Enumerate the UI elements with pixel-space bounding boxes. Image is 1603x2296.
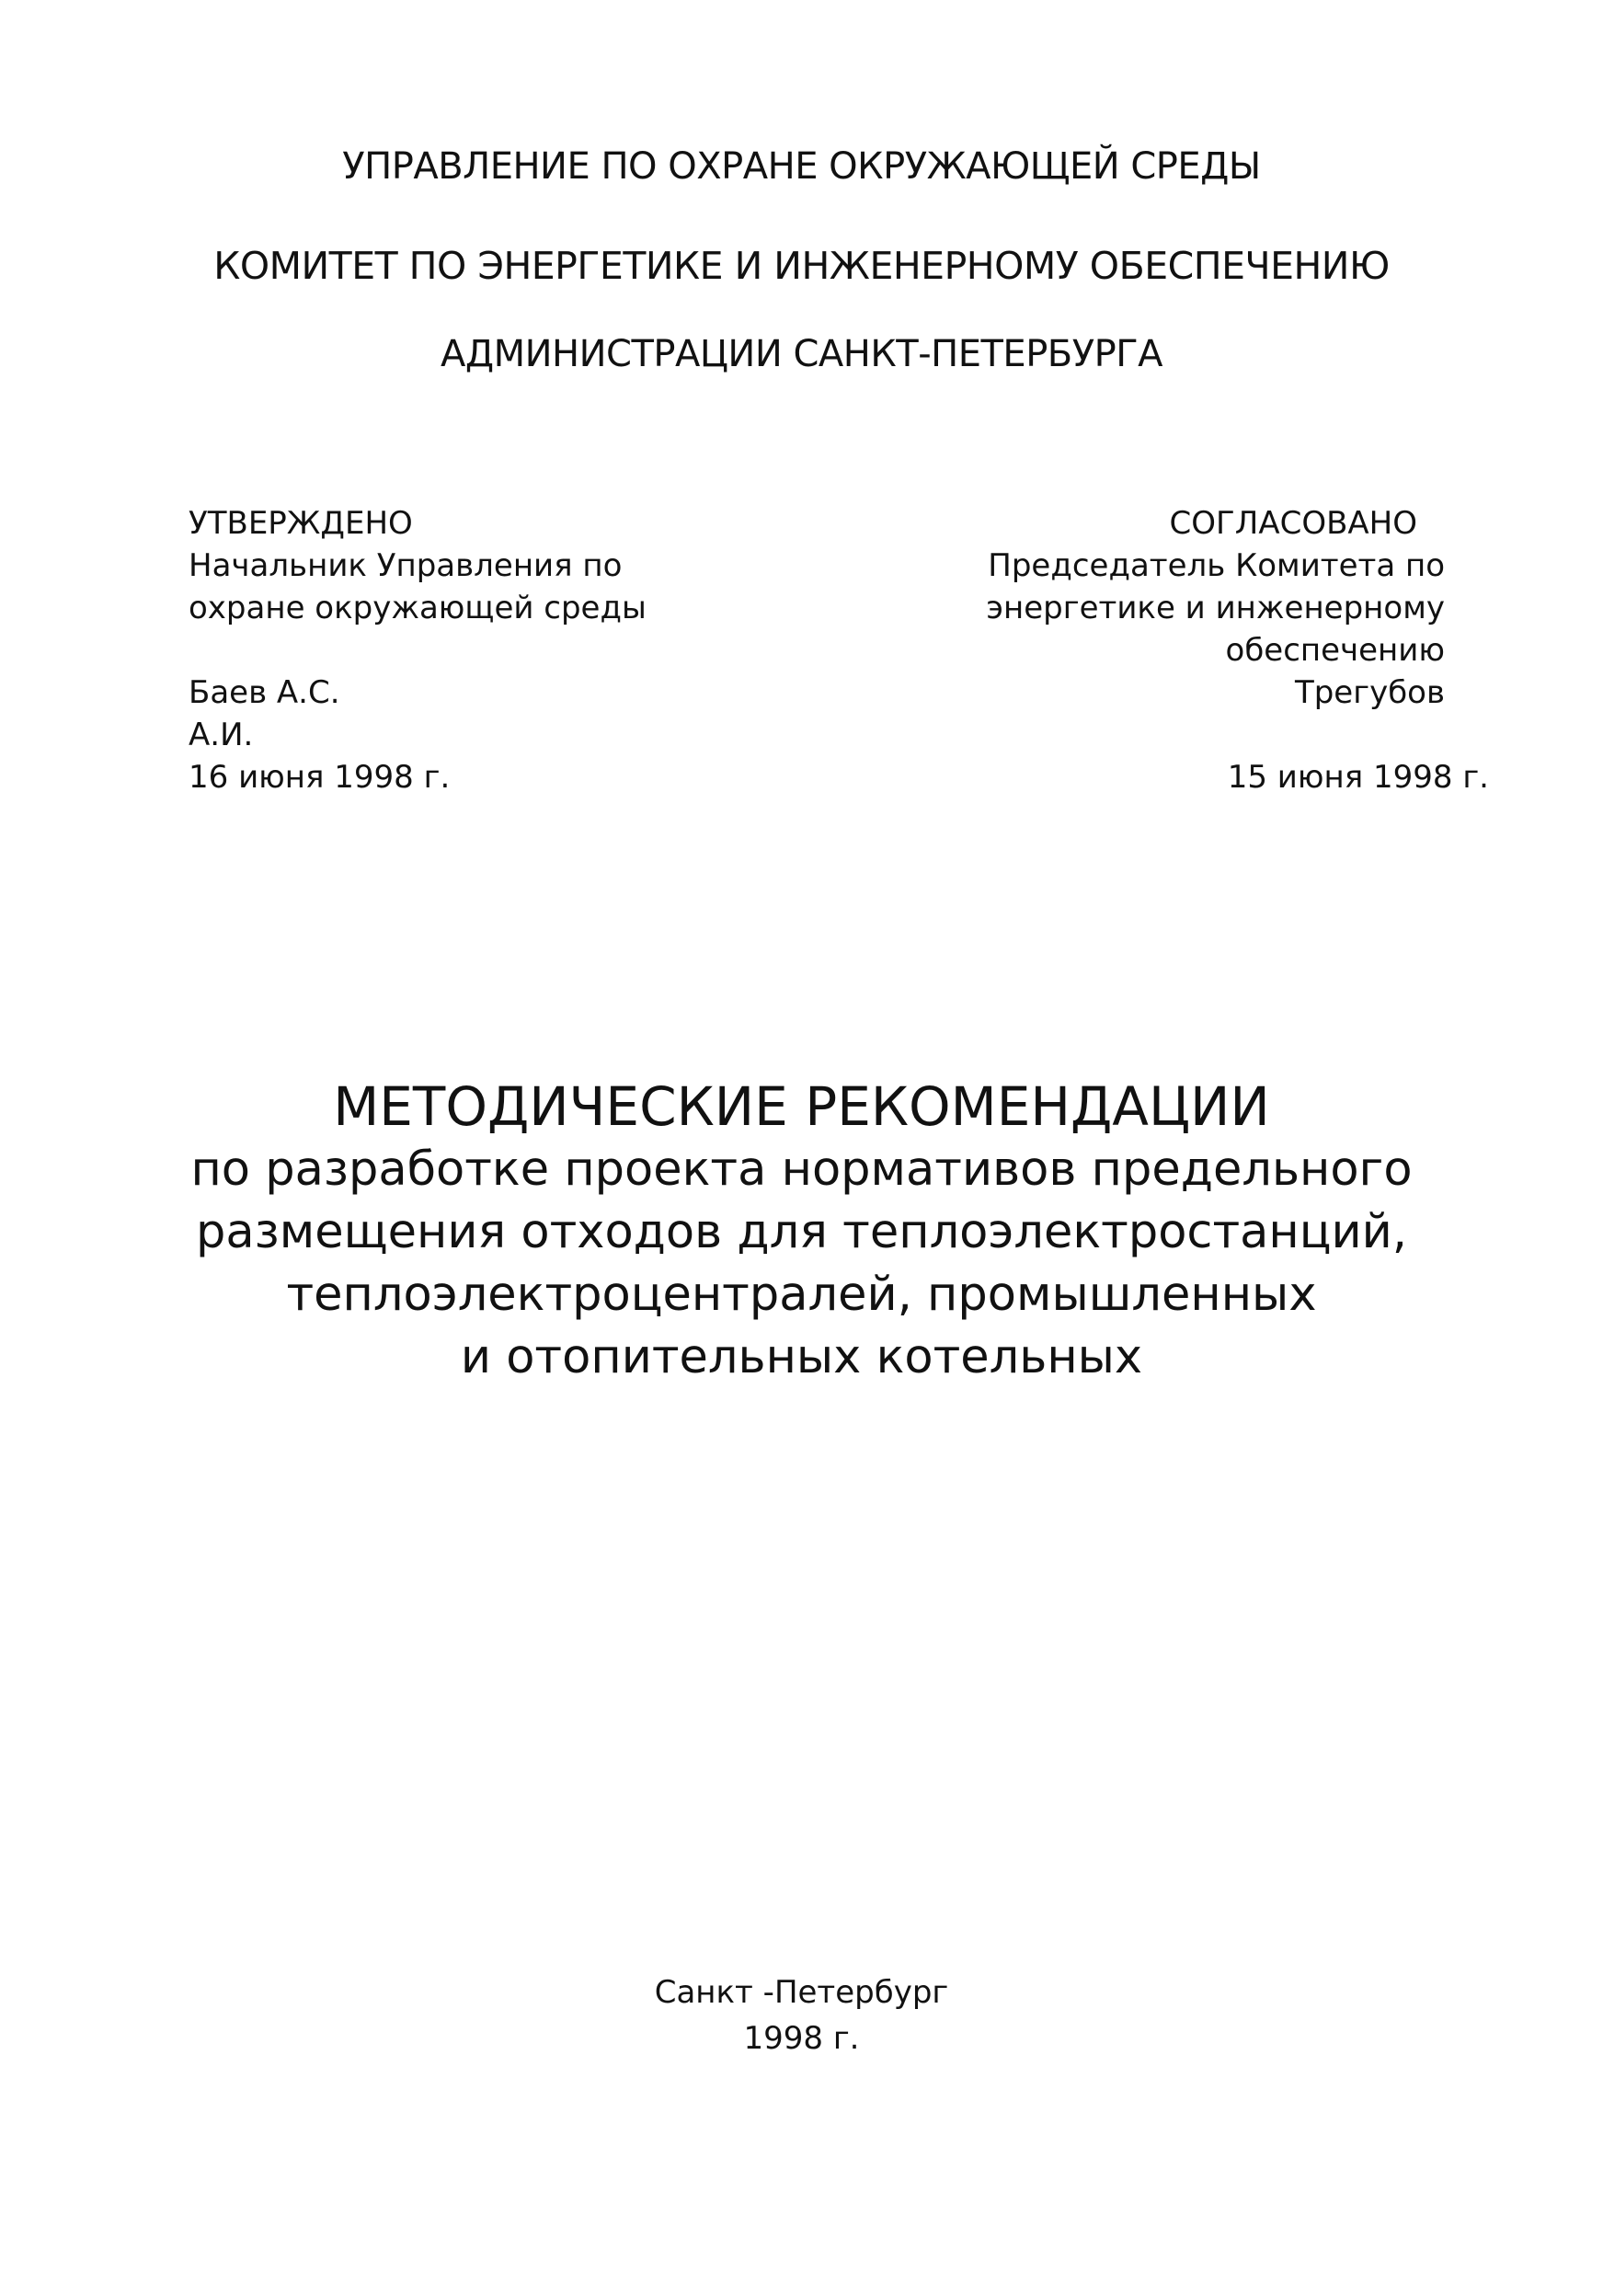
publication-city: Санкт -Петербург — [654, 1974, 949, 2011]
approved-position-line-1: Начальник Управления по — [189, 547, 623, 584]
approved-position-line-2: охране окружающей среды — [189, 590, 647, 626]
document-title — [0, 1074, 1603, 1389]
agreed-name: Трегубов — [1294, 674, 1445, 711]
agreed-block — [986, 502, 1489, 798]
title-sub-line-3: теплоэлектроцентралей, промышленных — [286, 1268, 1317, 1322]
agreed-date: 15 июня 1998 г. — [1227, 759, 1489, 796]
title-sub-line-4: и отопительных котельных — [460, 1330, 1143, 1384]
publication-info — [0, 1969, 1603, 2061]
approved-date: 16 июня 1998 г. — [189, 759, 451, 796]
approved-heading: УТВЕРЖДЕНО — [189, 505, 413, 542]
org-line-1: УПРАВЛЕНИЕ ПО ОХРАНЕ ОКРУЖАЮЩЕЙ СРЕДЫ — [342, 145, 1261, 188]
title-sub-line-1: по разработке проекта нормативов предельного — [190, 1142, 1413, 1197]
title-main: МЕТОДИЧЕСКИЕ РЕКОМЕНДАЦИИ — [333, 1075, 1270, 1138]
agreed-position-line-1: Председатель Комитета по — [988, 547, 1445, 584]
approved-block — [189, 502, 647, 798]
title-sub-line-2: размещения отходов для теплоэлектростанций, — [195, 1205, 1407, 1259]
org-line-3: АДМИНИСТРАЦИИ САНКТ-ПЕТЕРБУРГА — [440, 333, 1163, 375]
agreed-position-line-2: энергетике и инженерному — [986, 590, 1445, 626]
agreed-heading: СОГЛАСОВАНО — [1169, 505, 1417, 542]
publication-year: 1998 г. — [743, 2020, 860, 2057]
approved-name-line-2: А.И. — [189, 717, 254, 753]
agreed-position-line-3: обеспечению — [1225, 632, 1445, 669]
org-line-2: КОМИТЕТ ПО ЭНЕРГЕТИКЕ И ИНЖЕНЕРНОМУ ОБЕСПЕЧЕНИЮ — [213, 244, 1390, 288]
approved-name-line-1: Баев А.С. — [189, 674, 340, 711]
